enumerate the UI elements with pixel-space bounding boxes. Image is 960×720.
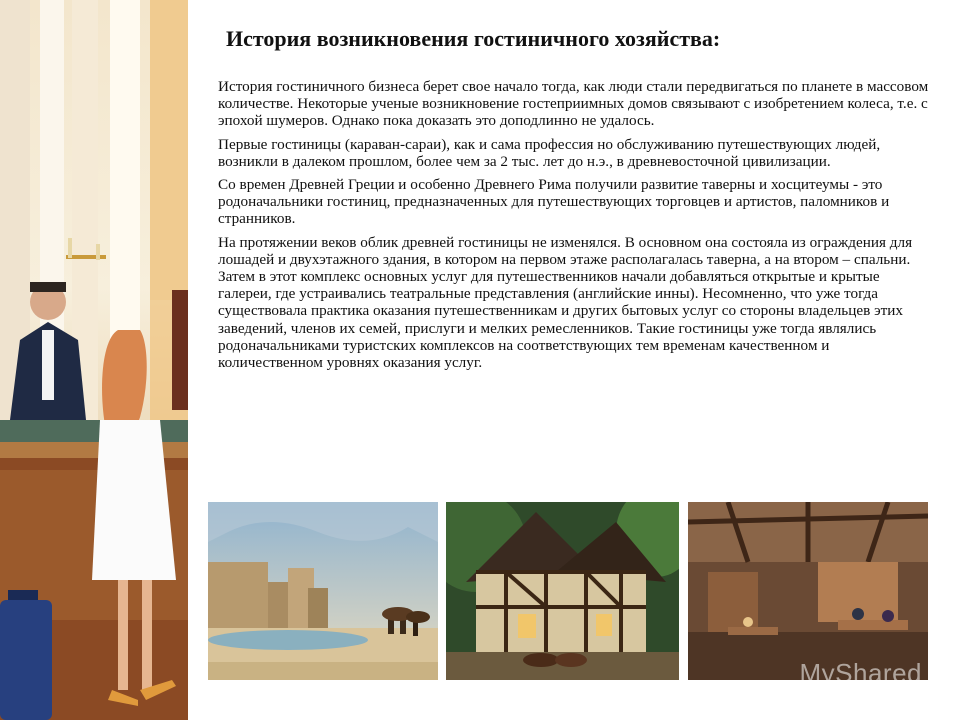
- body-text: [218, 78, 930, 377]
- paragraph-1: История гостиничного бизнеса берет свое начало тогда, как люди стали передвигаться по планете в массовом количестве. Некоторые ученые возникновение гостеприимных домов связывают с изобретением колеса, т.е. с эпохой шумеров. Однако пока доказать это доподлинно не удалось.: [218, 78, 929, 130]
- hotel-reception-photo: [0, 0, 188, 720]
- tavern-interior-photo: [688, 502, 928, 680]
- watermark: MyShared: [799, 658, 922, 688]
- paragraph-3: Со времен Древней Греции и особенно Древнего Рима получили развитие таверны и хосцитеумы - это родоначальники гостиниц, предназначенных для путешествующих торговцев и артистов, паломников и странников.: [218, 176, 890, 228]
- paragraph-2: Первые гостиницы (караван-сараи), как и сама профессия но обслуживанию путешествующих людей, возникли в далеком прошлом, более чем за 2 тыс. лет до н.э., в древневосточной цивилизации.: [218, 135, 881, 170]
- page-title: История возникновения гостиничного хозяйства:: [226, 26, 721, 51]
- medieval-inn-photo: [446, 502, 679, 680]
- fortress-painting-photo: [208, 502, 438, 680]
- paragraph-4: На протяжении веков облик древней гостиницы не изменялся. В основном она состояла из ограждения для лошадей и двухэтажного здания, в котором на первом этаже располагалась таверна, а на втором – спальни. Затем в этот комплекс основных услуг для путешественников начали добавляться открытые и крытые галереи, где устраивались театральные представления (английские инны). Несомненно, что уже тогда существовала практика оказания путешественникам и других бытовых услуг со стороны владельцев этих заведений, членов их семей, прислуги и мелких ремесленников. Такие гостиницы уже тогда являлись родоначальниками туристских комплексов на соответствующих тем временам качественном и количественном уровнях оказания услуг.: [218, 233, 913, 372]
